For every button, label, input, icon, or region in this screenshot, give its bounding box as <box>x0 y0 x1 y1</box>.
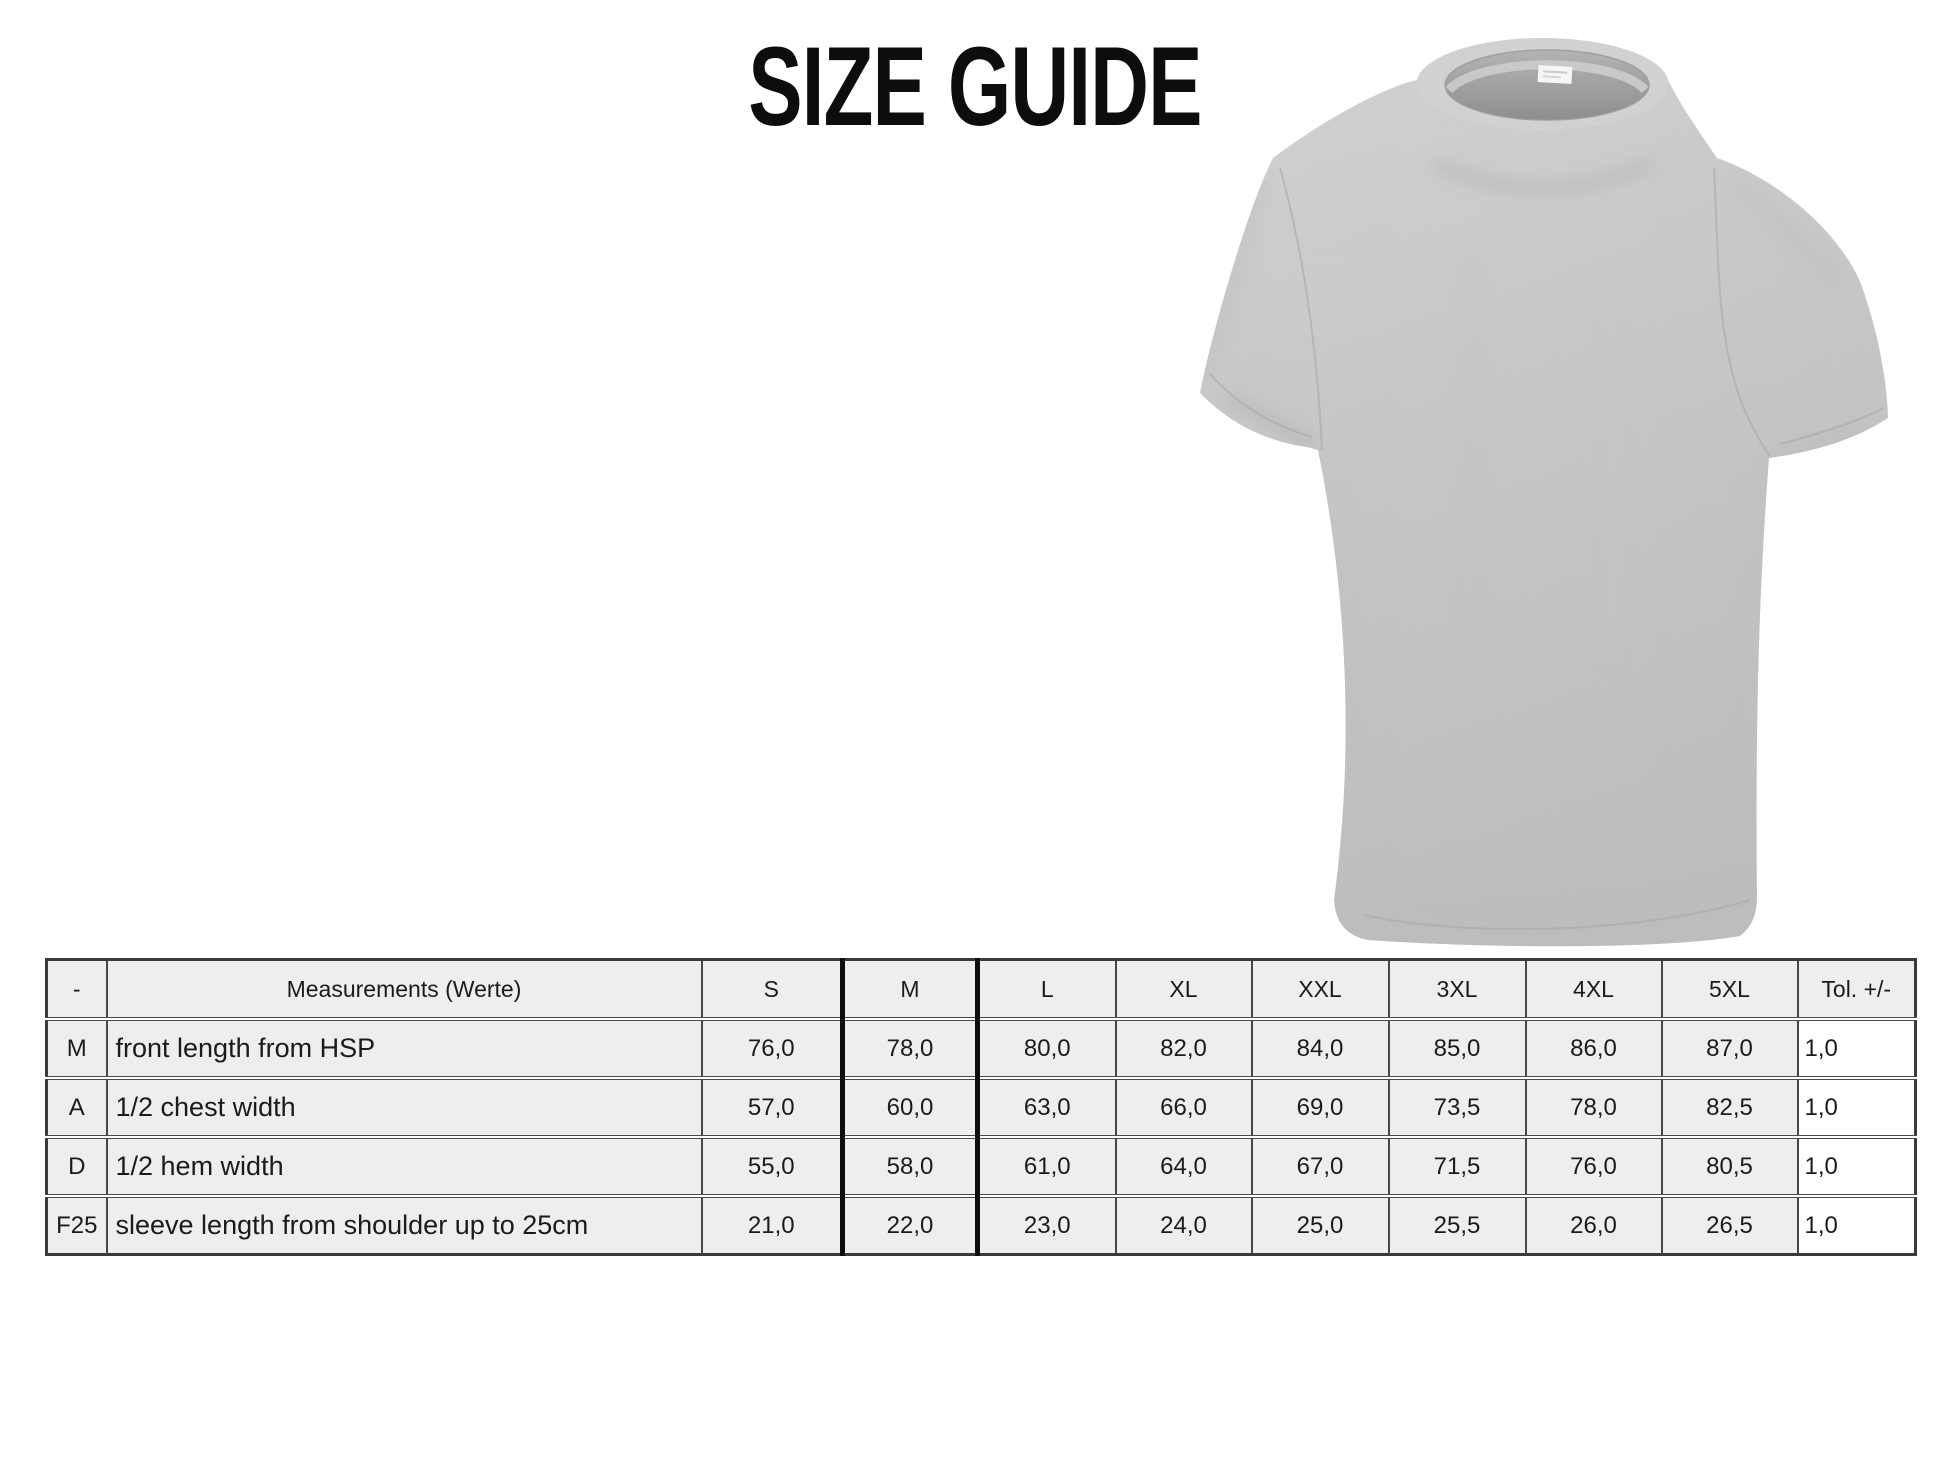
header-tolerance: Tol. +/- <box>1798 960 1916 1020</box>
size-value: 86,0 <box>1526 1019 1662 1078</box>
size-value: 67,0 <box>1252 1137 1389 1196</box>
size-value: 80,0 <box>978 1019 1116 1078</box>
measurement-name: 1/2 chest width <box>107 1078 702 1137</box>
measurement-name: sleeve length from shoulder up to 25cm <box>107 1196 702 1255</box>
tshirt-product-image <box>1140 18 1900 948</box>
header-size-s: S <box>702 960 843 1020</box>
table-header-row <box>47 960 1916 1020</box>
size-value: 24,0 <box>1116 1196 1252 1255</box>
size-value: 58,0 <box>843 1137 978 1196</box>
row-code: F25 <box>47 1196 107 1255</box>
size-value: 57,0 <box>702 1078 843 1137</box>
size-value: 69,0 <box>1252 1078 1389 1137</box>
tolerance-value: 1,0 <box>1798 1196 1916 1255</box>
header-size-4xl: 4XL <box>1526 960 1662 1020</box>
size-value: 78,0 <box>843 1019 978 1078</box>
size-value: 78,0 <box>1526 1078 1662 1137</box>
header-size-l: L <box>978 960 1116 1020</box>
size-value: 82,0 <box>1116 1019 1252 1078</box>
table-row-chest-width <box>47 1078 1916 1137</box>
size-value: 73,5 <box>1389 1078 1526 1137</box>
tolerance-value: 1,0 <box>1798 1137 1916 1196</box>
tolerance-value: 1,0 <box>1798 1019 1916 1078</box>
measurement-name: 1/2 hem width <box>107 1137 702 1196</box>
size-value: 63,0 <box>978 1078 1116 1137</box>
measurement-name: front length from HSP <box>107 1019 702 1078</box>
row-code: A <box>47 1078 107 1137</box>
size-value: 64,0 <box>1116 1137 1252 1196</box>
row-code: M <box>47 1019 107 1078</box>
tshirt-illustration <box>1140 18 1900 948</box>
size-value: 55,0 <box>702 1137 843 1196</box>
size-value: 61,0 <box>978 1137 1116 1196</box>
size-value: 60,0 <box>843 1078 978 1137</box>
size-value: 80,5 <box>1662 1137 1798 1196</box>
size-value: 26,5 <box>1662 1196 1798 1255</box>
header-size-5xl: 5XL <box>1662 960 1798 1020</box>
header-size-m: M <box>843 960 978 1020</box>
size-guide-table <box>45 958 1917 1256</box>
size-value: 26,0 <box>1526 1196 1662 1255</box>
size-value: 25,5 <box>1389 1196 1526 1255</box>
care-label <box>1538 65 1573 84</box>
size-value: 82,5 <box>1662 1078 1798 1137</box>
header-size-xl: XL <box>1116 960 1252 1020</box>
size-value: 25,0 <box>1252 1196 1389 1255</box>
size-value: 21,0 <box>702 1196 843 1255</box>
size-value: 76,0 <box>702 1019 843 1078</box>
header-size-xxl: XXL <box>1252 960 1389 1020</box>
table-row-front-length <box>47 1019 1916 1078</box>
collar <box>1417 38 1669 130</box>
page-title: SIZE GUIDE <box>748 23 1202 150</box>
header-size-3xl: 3XL <box>1389 960 1526 1020</box>
row-code: D <box>47 1137 107 1196</box>
header-measurements: Measurements (Werte) <box>107 960 702 1020</box>
table-row-sleeve-length <box>47 1196 1916 1255</box>
size-value: 85,0 <box>1389 1019 1526 1078</box>
table-row-hem-width <box>47 1137 1916 1196</box>
size-value: 23,0 <box>978 1196 1116 1255</box>
tolerance-value: 1,0 <box>1798 1078 1916 1137</box>
size-value: 84,0 <box>1252 1019 1389 1078</box>
size-value: 71,5 <box>1389 1137 1526 1196</box>
size-value: 76,0 <box>1526 1137 1662 1196</box>
heather-texture <box>1140 18 1900 948</box>
size-value: 66,0 <box>1116 1078 1252 1137</box>
size-value: 22,0 <box>843 1196 978 1255</box>
size-value: 87,0 <box>1662 1019 1798 1078</box>
header-code: - <box>47 960 107 1020</box>
